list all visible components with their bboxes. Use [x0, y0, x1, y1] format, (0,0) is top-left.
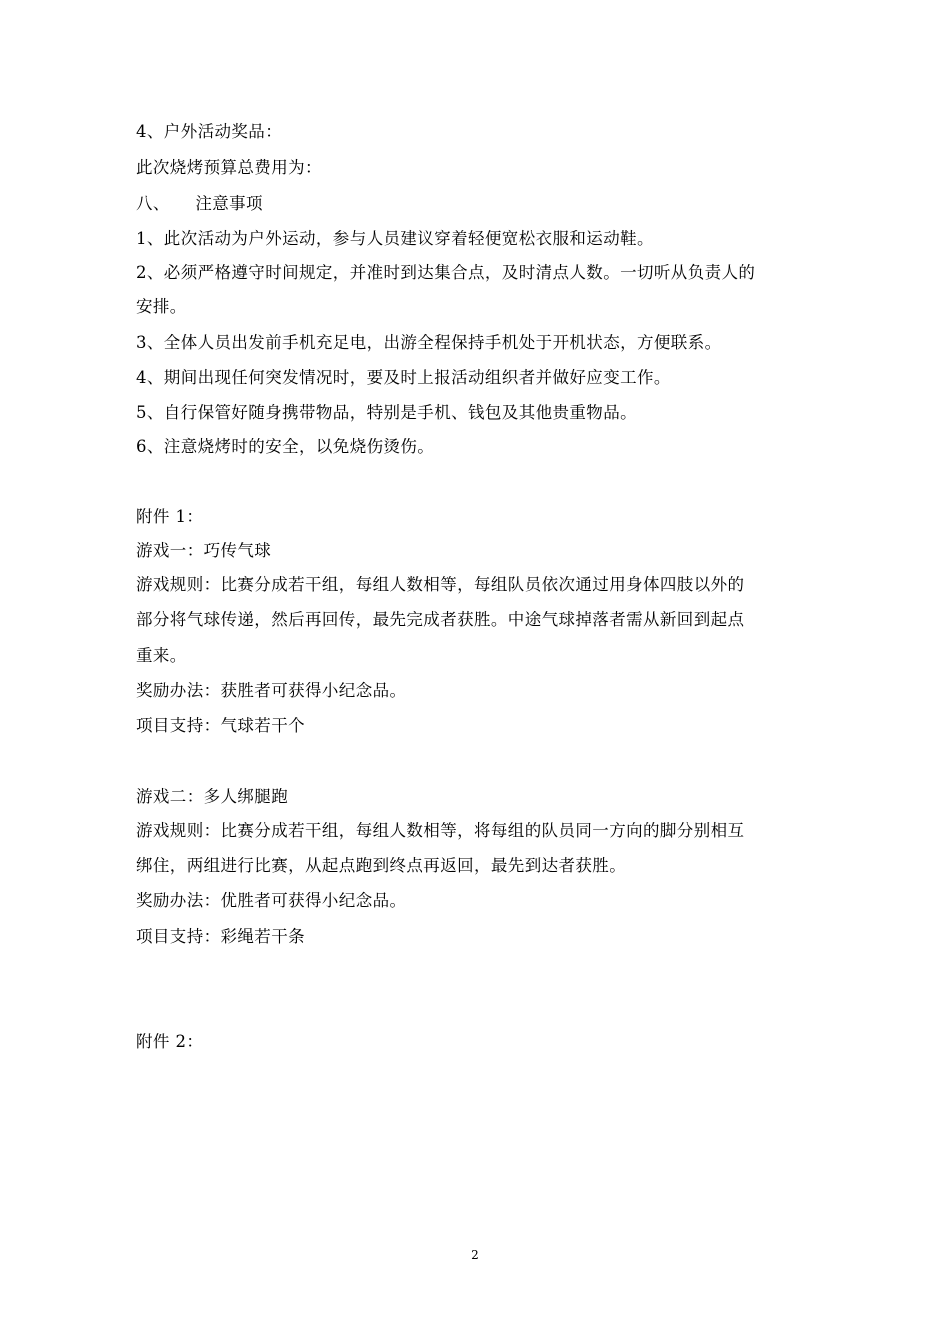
attachment-1-heading: 附件 1： [136, 507, 204, 526]
game-2-rules-cont: 绑住，两组进行比赛，从起点跑到终点再返回，最先到达者获胜。 [136, 856, 627, 875]
game-1-rules-cont: 部分将气球传递，然后再回传，最先完成者获胜。中途气球掉落者需从新回到起点 [136, 610, 745, 629]
game-2-title: 游戏二：多人绑腿跑 [136, 787, 289, 806]
section-heading-notes: 八、 注意事项 [136, 194, 263, 213]
text-line-prize: 4、户外活动奖品： [136, 122, 283, 141]
game-1-rules-cont-2: 重来。 [136, 646, 187, 665]
attachment-2-heading: 附件 2： [136, 1032, 204, 1051]
text-line-note-5: 5、自行保管好随身携带物品，特别是手机、钱包及其他贵重物品。 [136, 403, 637, 422]
game-1-rules: 游戏规则：比赛分成若干组，每组人数相等，每组队员依次通过用身体四肢以外的 [136, 575, 745, 594]
page-number: 2 [471, 1248, 479, 1262]
text-line-note-2-cont: 安排。 [136, 297, 187, 316]
game-1-support: 项目支持：气球若干个 [136, 716, 305, 735]
game-1-title: 游戏一：巧传气球 [136, 541, 272, 560]
game-2-support: 项目支持：彩绳若干条 [136, 927, 305, 946]
text-line-budget: 此次烧烤预算总费用为： [136, 158, 322, 177]
text-line-note-4: 4、期间出现任何突发情况时，要及时上报活动组织者并做好应变工作。 [136, 368, 671, 387]
text-line-note-3: 3、全体人员出发前手机充足电，出游全程保持手机处于开机状态，方便联系。 [136, 333, 722, 352]
text-line-note-2: 2、必须严格遵守时间规定，并准时到达集合点，及时清点人数。一切听从负责人的 [136, 263, 756, 282]
game-2-rules: 游戏规则：比赛分成若干组，每组人数相等，将每组的队员同一方向的脚分别相互 [136, 821, 745, 840]
game-2-reward: 奖励办法：优胜者可获得小纪念品。 [136, 891, 407, 910]
text-line-note-1: 1、此次活动为户外运动，参与人员建议穿着轻便宽松衣服和运动鞋。 [136, 229, 654, 248]
game-1-reward: 奖励办法：获胜者可获得小纪念品。 [136, 681, 407, 700]
text-line-note-6: 6、注意烧烤时的安全，以免烧伤烫伤。 [136, 437, 435, 456]
